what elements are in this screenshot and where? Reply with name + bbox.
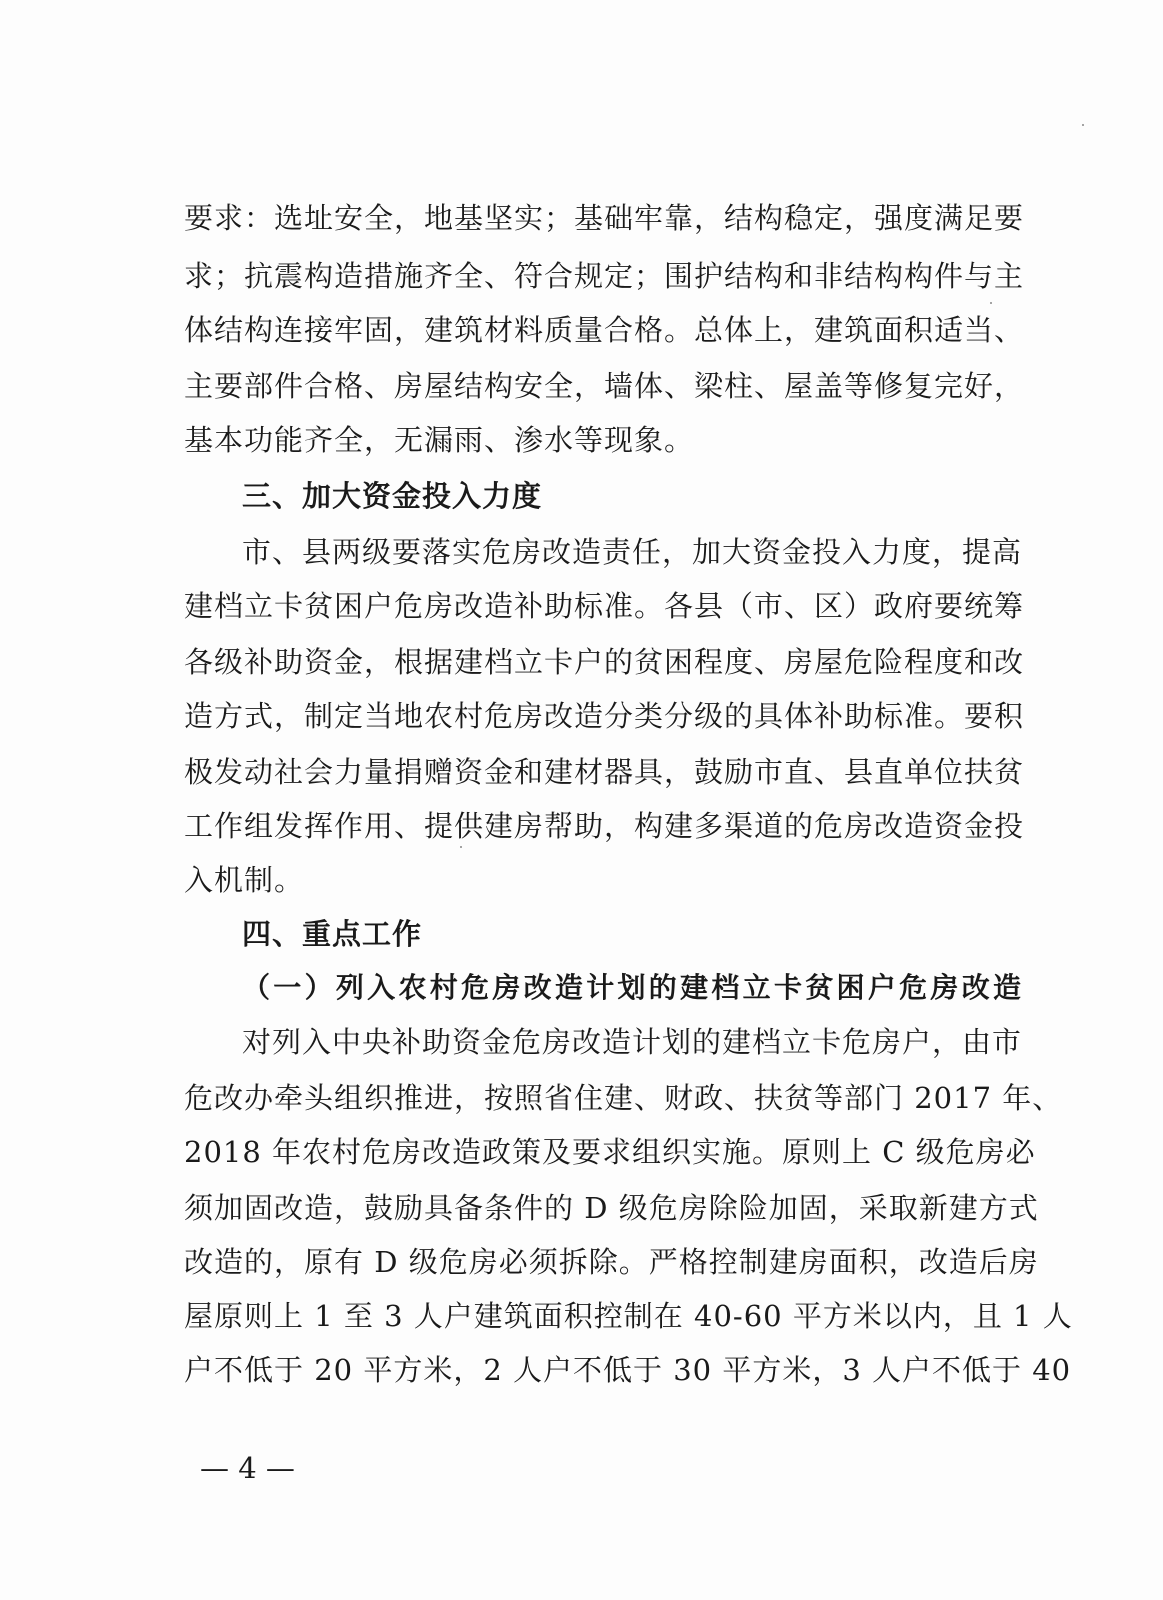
paragraph-line: 极发动社会力量捐赠资金和建材器具，鼓励市直、县直单位扶贫	[184, 755, 1025, 789]
paragraph-line: 对列入中央补助资金危房改造计划的建档立卡危房户，由市	[242, 1025, 1023, 1059]
paragraph-line: 2018 年农村危房改造政策及要求组织实施。原则上 C 级危房必	[184, 1135, 1036, 1169]
paragraph-line: 要求：选址安全，地基坚实；基础牢靠，结构稳定，强度满足要	[184, 201, 1025, 235]
section-heading: 三、加大资金投入力度	[242, 479, 543, 513]
paragraph-line: 基本功能齐全，无漏雨、渗水等现象。	[184, 423, 695, 457]
paragraph-line: 体结构连接牢固，建筑材料质量合格。总体上，建筑面积适当、	[184, 313, 1025, 347]
scan-speck	[460, 846, 462, 848]
page-number: — 4 —	[200, 1451, 295, 1485]
paragraph-line: 求；抗震构造措施齐全、符合规定；围护结构和非结构构件与主	[184, 259, 1025, 293]
paragraph-line: 屋原则上 1 至 3 人户建筑面积控制在 40-60 平方米以内，且 1 人	[184, 1299, 1073, 1333]
paragraph-line: 危改办牵头组织推进，按照省住建、财政、扶贫等部门 2017 年、	[184, 1081, 1063, 1115]
paragraph-line: 主要部件合格、房屋结构安全，墙体、梁柱、屋盖等修复完好，	[184, 369, 1025, 403]
paragraph-line: 改造的，原有 D 级危房必须拆除。严格控制建房面积，改造后房	[184, 1245, 1039, 1279]
scan-speck	[1082, 124, 1084, 126]
subsection-heading: （一）列入农村危房改造计划的建档立卡贫困户危房改造	[242, 971, 1022, 1004]
paragraph-line: 市、县两级要落实危房改造责任，加大资金投入力度，提高	[242, 535, 1023, 569]
paragraph-line: 户不低于 20 平方米，2 人户不低于 30 平方米，3 人户不低于 40	[184, 1353, 1072, 1387]
paragraph-line: 建档立卡贫困户危房改造补助标准。各县（市、区）政府要统筹	[184, 589, 1025, 623]
scan-speck	[990, 302, 992, 304]
paragraph-line: 须加固改造，鼓励具备条件的 D 级危房除险加固，采取新建方式	[184, 1191, 1039, 1225]
paragraph-line: 入机制。	[184, 863, 305, 897]
paragraph-line: 造方式，制定当地农村危房改造分类分级的具体补助标准。要积	[184, 699, 1025, 733]
paragraph-line: 工作组发挥作用、提供建房帮助，构建多渠道的危房改造资金投	[184, 809, 1025, 843]
section-heading: 四、重点工作	[242, 917, 423, 951]
paragraph-line: 各级补助资金，根据建档立卡户的贫困程度、房屋危险程度和改	[184, 645, 1025, 679]
